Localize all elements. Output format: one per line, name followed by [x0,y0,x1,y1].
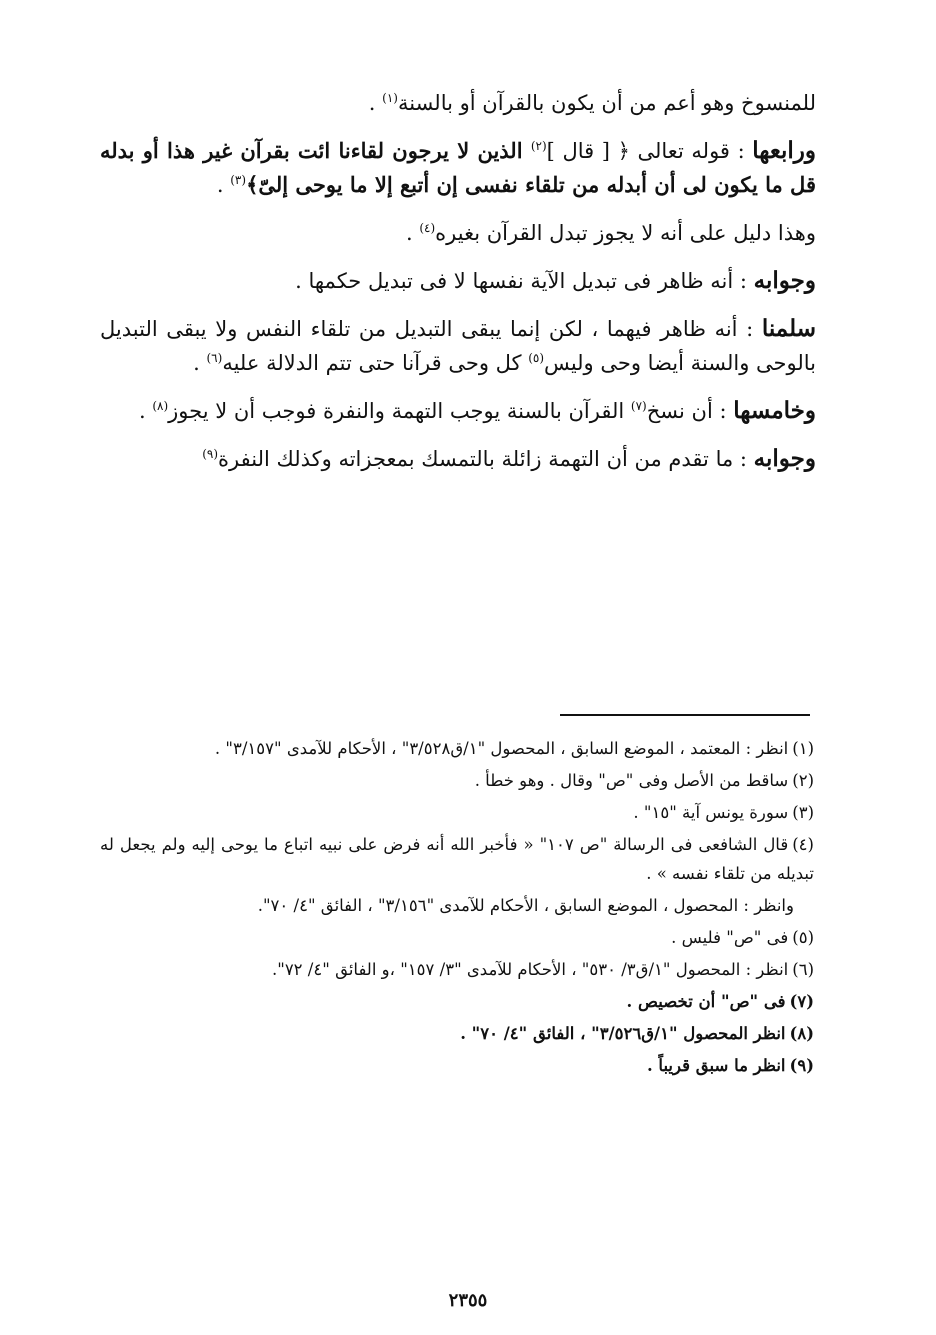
footnote-text: سورة يونس آية "١٥" . [633,803,789,822]
paragraph-sallamna [100,312,816,380]
footnote-4 [100,830,814,888]
footnote-ref[interactable]: (٥) [528,351,545,365]
text-span: : أن نسخ [646,399,734,423]
footnote-5 [100,923,814,952]
text-span: قوله تعالى ﴿ [ قال ] [546,139,730,163]
footnote-3 [100,798,814,827]
punctuation: . [138,399,153,423]
section-heading: ورابعها [752,137,816,164]
footnote-ref[interactable]: (١) [382,91,398,105]
footnote-ref[interactable]: (٦) [206,351,223,365]
footnote-ref[interactable]: (٧) [630,399,647,413]
text-span: : ما تقدم من أن التهمة زائلة بالتمسك بمعجزاته وكذلك النفرة [218,447,754,471]
paragraph-khamisuha [100,394,816,428]
footnote-text: ساقط من الأصل وفى "ص" وقال . وهو خطأ . [474,771,789,790]
footnote-number: (٨) [789,1024,814,1043]
footnote-number: (٣) [792,803,814,822]
paragraph-1 [100,86,816,120]
footnote-1 [100,734,814,763]
footnote-text: انظر : المحصول "١/ق٣/ ٥٣٠" ، الأحكام للآمدى "٣/ ١٥٧" ،و الفائق "٤/ ٧٢". [271,960,789,979]
footnote-separator [560,714,810,716]
punctuation: : [729,139,753,163]
section-heading: وخامسها [733,397,816,424]
footnote-ref[interactable]: (٣) [230,173,247,187]
footnote-2 [100,766,814,795]
footnote-number: (١) [792,739,814,758]
footnote-text: فى "ص" أن تخصيص . [626,992,786,1011]
page-number: ٢٣٥٥ [448,1290,488,1311]
footnote-number: (٥) [792,928,814,947]
text-line: وهذا دليل على أنه لا يجوز تبدل القرآن بغيره [435,221,816,245]
section-heading: وجوابه [753,267,816,294]
footnote-number: (٢) [792,771,814,790]
footnote-text: وانظر : المحصول ، الموضع السابق ، الأحكام للآمدى "٣/١٥٦" ، الفائق "٤/ ٧٠". [257,896,794,915]
section-heading: سلمنا [761,315,816,342]
text-span: : أنه ظاهر فيهما ، لكن إنما يبقى التبديل من تلقاء النفس ولا يبقى التبديل بالوحى والسنة أيضا وحى وليس [100,317,816,375]
footnote-9 [100,1051,814,1080]
footnotes [100,734,814,1083]
paragraph-jawab-1 [100,264,816,298]
footnote-4-continued [100,891,814,920]
paragraph-rabiuha [100,134,816,202]
text-line: للمنسوخ وهو أعم من أن يكون بالقرآن أو بالسنة [397,91,816,115]
text-span: كل وحى قرآنا حتى تتم الدلالة عليه [222,351,529,375]
punctuation: . [216,173,231,197]
paragraph-jawab-2 [100,442,816,476]
footnote-ref[interactable]: (٤) [419,221,436,235]
quran-verse: الذين لا يرجون لقاءنا ائت بقرآن غير هذا أو بدله قل ما يكون لى أن أبدله من تلقاء نفسى إن أتبع إلا ما يوحى إلىّ﴾ [100,138,816,197]
footnote-ref[interactable]: (٨) [152,399,169,413]
paragraph-dalil [100,216,816,250]
text-span: : أنه ظاهر فى تبديل الآية نفسها لا فى تبديل حكمها . [295,269,754,293]
footnote-6 [100,955,814,984]
text-span: القرآن بالسنة يوجب التهمة والنفرة فوجب أن لا يجوز [168,399,631,423]
footnote-text: فى "ص" فليس . [671,928,789,947]
footnote-7 [100,987,814,1016]
footnote-text: انظر المحصول "١/ق٣/٥٢٦" ، الفائق "٤/ ٧٠" . [460,1024,786,1043]
footnote-number: (٤) [792,835,814,854]
punctuation: . [368,91,383,115]
footnote-ref[interactable]: (٢) [530,139,547,153]
footnote-text: انظر : المعتمد ، الموضع السابق ، المحصول "١/ق٣/٥٢٨" ، الأحكام للآمدى "٣/١٥٧" . [214,739,789,758]
punctuation: . [193,351,207,375]
footnote-ref[interactable]: (٩) [202,447,219,461]
footnote-number: (٧) [789,992,814,1011]
main-text [100,86,816,490]
footnote-text: انظر ما سبق قريباً . [646,1056,786,1075]
punctuation: . [405,221,420,245]
section-heading: وجوابه [753,445,816,472]
footnote-text: قال الشافعى فى الرسالة "ص ١٠٧" « فأخبر الله أنه فرض على نبيه اتباع ما يوحى إليه ولم يجعل له تبديله من تلقاء نفسه » . [100,835,814,883]
footnote-8 [100,1019,814,1048]
footnote-number: (٩) [789,1056,814,1075]
footnote-number: (٦) [792,960,814,979]
